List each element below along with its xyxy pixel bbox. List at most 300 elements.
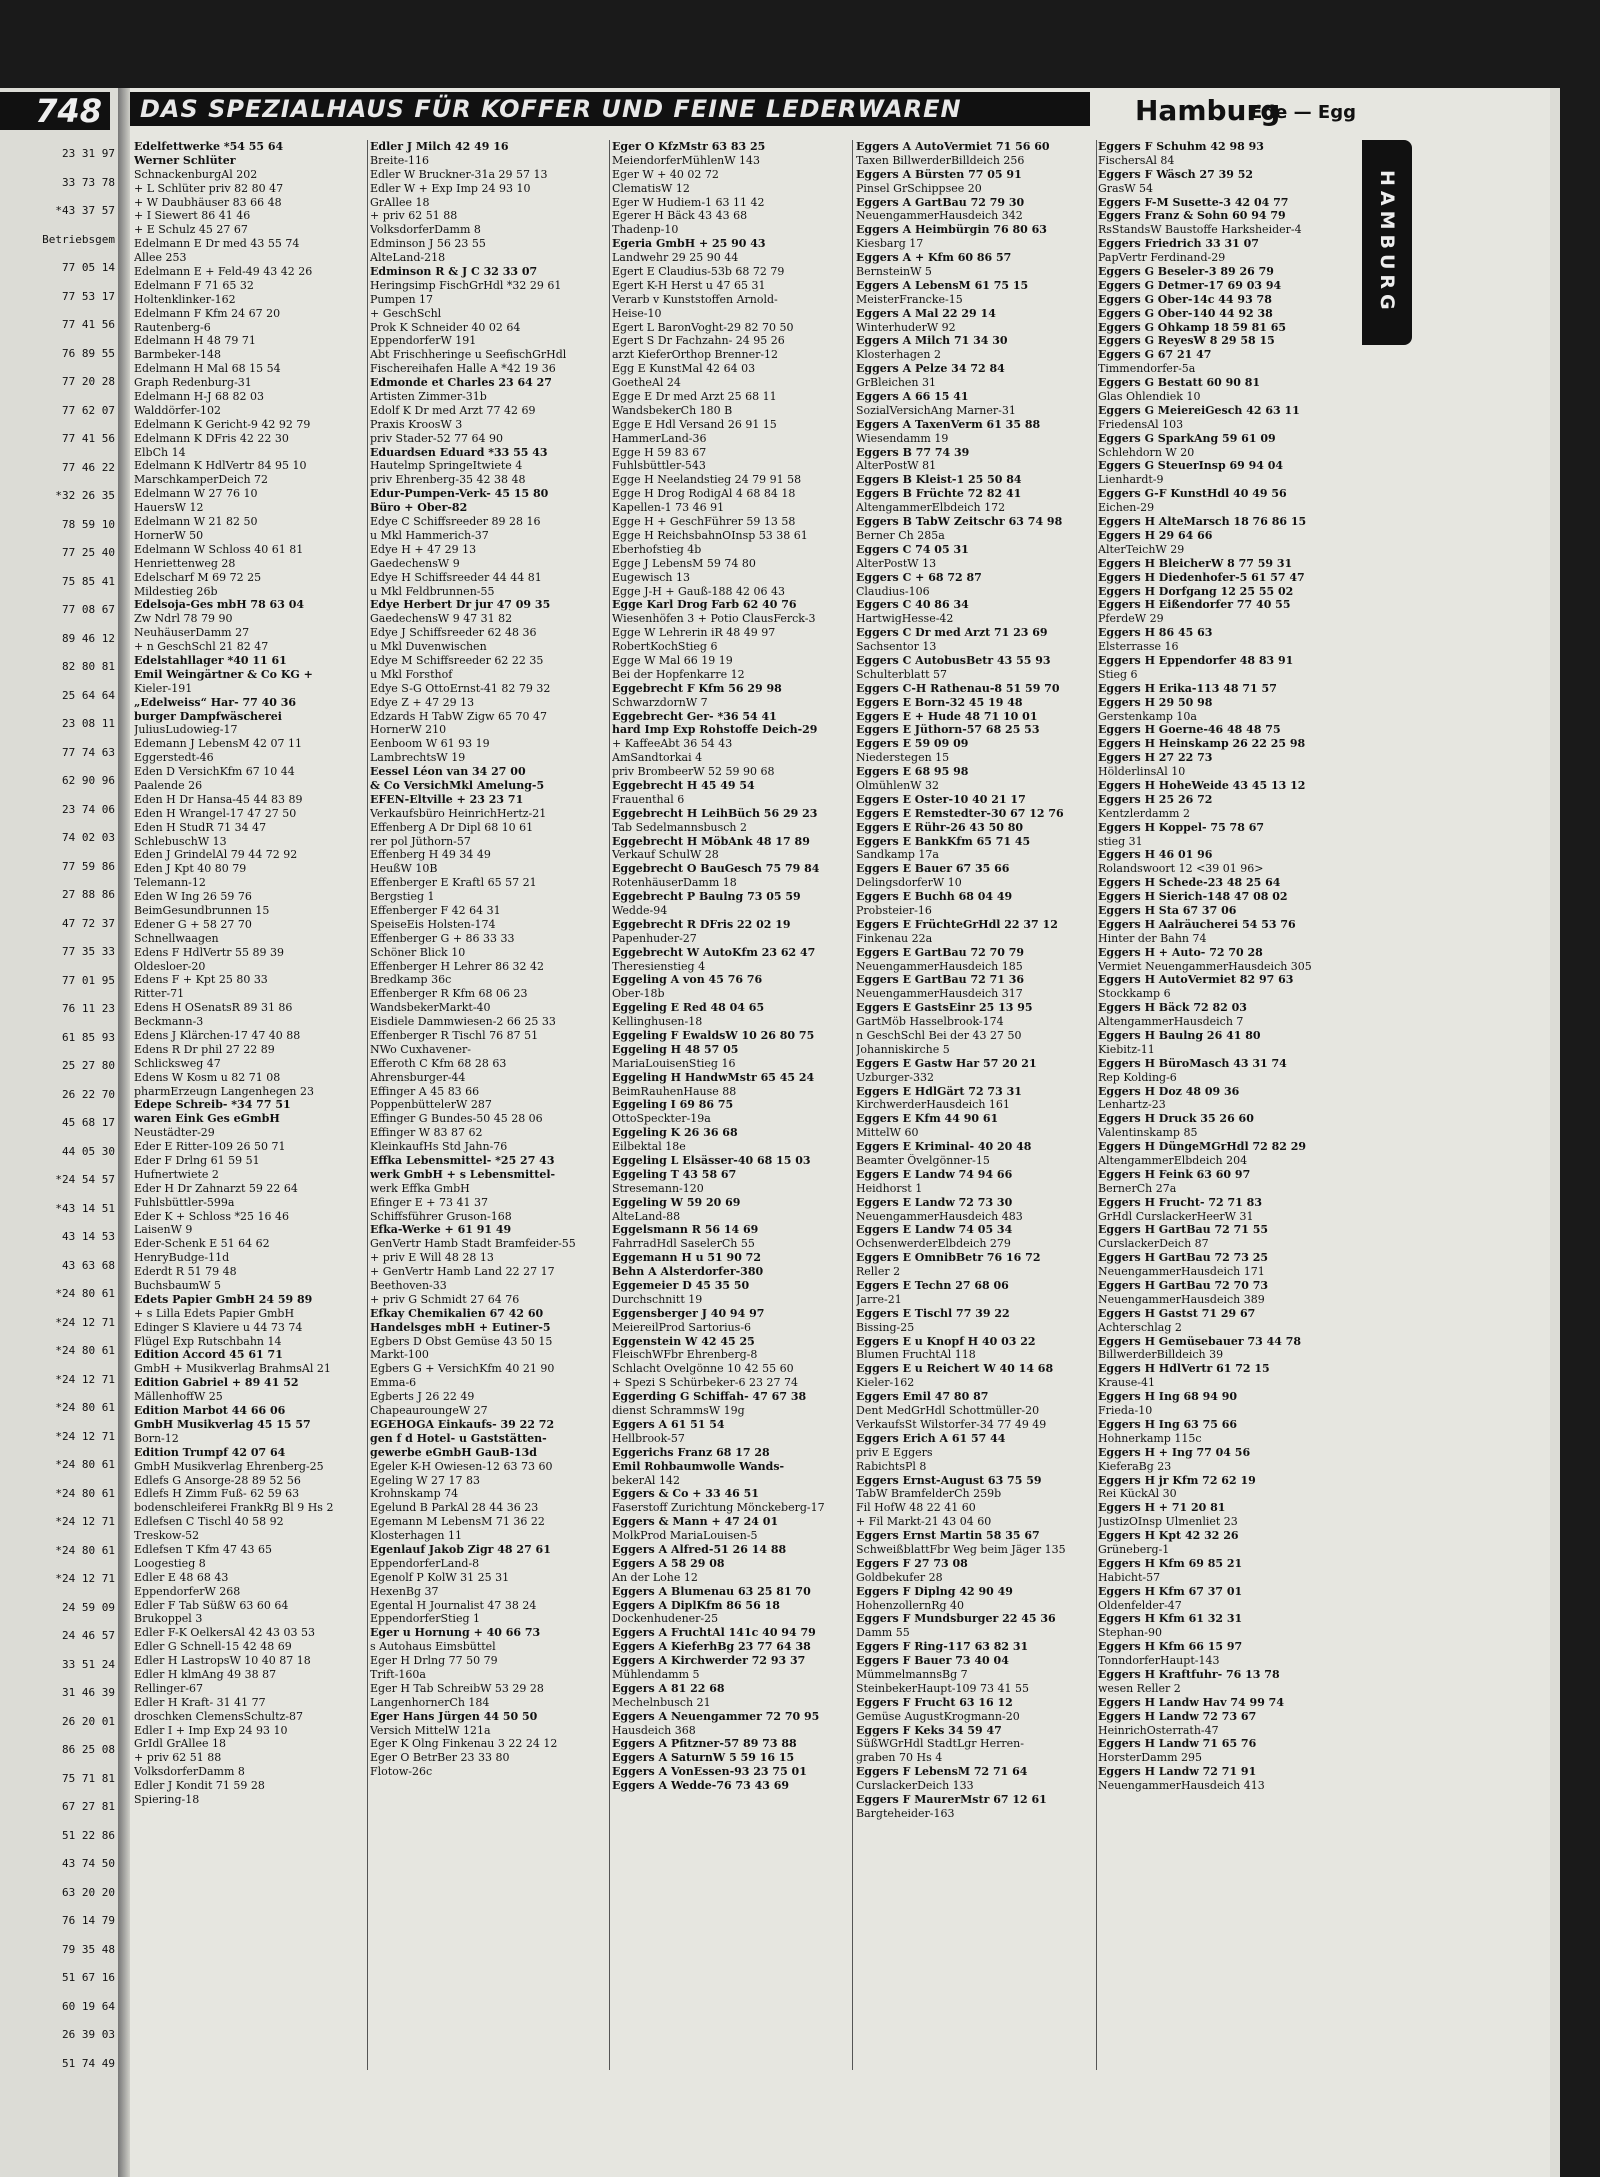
listing-detail-line: + priv E Will 48 28 13: [370, 1251, 494, 1265]
listing-name-line: Eggers Erich A 61 57 44: [856, 1431, 1006, 1445]
listing-name-line: Eggers H DüngeMGrHdl 72 82 29: [1098, 1140, 1307, 1154]
listing-name-line: Eggers A Kirchwerder 72 93 37: [612, 1654, 806, 1668]
listing-name-line: Eggeling L Elsässer-40 68 15 03: [612, 1154, 811, 1168]
stub-entry: 27 88 86: [62, 888, 115, 901]
listing-detail-line: Frauenthal 6: [612, 792, 685, 806]
listing-detail-line: TonndorferHaupt-143: [1098, 1654, 1220, 1668]
stub-entry: 60 19 64: [62, 1999, 115, 2013]
listing-name-line: Eggers G Ohkamp 18 59 81 65: [1098, 320, 1287, 334]
stub-entry: *24 12 71: [55, 1572, 115, 1585]
listing-name-line: Eggeling W 59 20 69: [612, 1195, 741, 1209]
listing-name-line: Handelsges mbH + Eutiner-5: [370, 1320, 551, 1334]
listing-detail-line: TabW BramfelderCh 259b: [856, 1487, 1002, 1501]
stub-entry: 25 64 64: [62, 688, 115, 702]
listing-name-line: EGEHOGA Einkaufs- 39 22 72: [370, 1417, 555, 1431]
listing-detail-line: Eder F Drlng 61 59 51: [134, 1154, 260, 1168]
listing-detail-line: Effenberger F 42 64 31: [370, 903, 501, 917]
listing-detail-line: Eden H Wrangel-17 47 27 50: [134, 806, 297, 820]
listing-detail-line: NeuengammerHausdeich 342: [856, 209, 1023, 223]
listing-detail-line: Eden D VersichKfm 67 10 44: [134, 765, 295, 779]
listing-name-line: Eggers G Bestatt 60 90 81: [1098, 376, 1261, 390]
listing-detail-line: Eugewisch 13: [612, 570, 690, 584]
book-gutter: [118, 88, 130, 2177]
stub-entry: 75 85 41: [62, 574, 115, 588]
listing-detail-line: Edinger S Klaviere u 44 73 74: [134, 1320, 303, 1334]
listing-detail-line: Eberhofstieg 4b: [612, 542, 702, 556]
listing-detail-line: Verkauf SchulW 28: [612, 848, 719, 862]
listing-name-line: Edelfettwerke *54 55 64: [134, 140, 284, 153]
listing-name-line: Eggers H Diedenhofer-5 61 57 47: [1098, 570, 1305, 584]
stub-entry: 24 46 57: [62, 1629, 115, 1642]
listing-detail-line: PoppenbüttelerW 287: [370, 1098, 492, 1112]
listing-detail-line: Goldbekufer 28: [856, 1570, 943, 1584]
listing-detail-line: SchnackenburgAl 202: [134, 167, 258, 181]
listing-detail-line: + GenVertr Hamb Land 22 27 17: [370, 1265, 555, 1279]
listing-detail-line: Kiebitz-11: [1098, 1042, 1155, 1056]
listing-detail-line: Effenberger R Kfm 68 06 23: [370, 987, 528, 1001]
listing-name-line: Eggers H BüroMasch 43 31 74: [1098, 1056, 1287, 1070]
listing-detail-line: Beethoven-33: [370, 1279, 447, 1293]
listing-detail-line: Krause-41: [1098, 1376, 1155, 1390]
listing-name-line: waren Eink Ges eGmbH: [134, 1112, 280, 1126]
stub-entry: 62 90 96: [62, 774, 115, 787]
listing-detail-line: graben 70 Hs 4: [856, 1751, 943, 1765]
listing-name-line: Eger O KfzMstr 63 83 25: [612, 140, 766, 153]
listing-detail-line: Edler G Schnell-15 42 48 69: [134, 1640, 292, 1654]
listing-detail-line: Faserstoff Zurichtung Mönckeberg-17: [612, 1501, 825, 1515]
listing-detail-line: Sandkamp 17a: [856, 848, 939, 862]
listing-detail-line: Effinger W 83 87 62: [370, 1126, 483, 1140]
listing-name-line: Eggers A Mal 22 29 14: [856, 306, 996, 320]
listing-name-line: Eggers E Landw 72 73 30: [856, 1195, 1013, 1209]
listing-detail-line: An der Lohe 12: [612, 1570, 698, 1584]
listing-detail-line: Emma-6: [370, 1376, 417, 1390]
listing-detail-line: BeimGesundbrunnen 15: [134, 903, 270, 917]
listing-name-line: Eggers H Landw 72 73 67: [1098, 1709, 1257, 1723]
listing-name-line: Eggers A 58 29 08: [612, 1556, 725, 1570]
listing-name-line: Edepe Schreib- *34 77 51: [134, 1098, 291, 1112]
listing-detail-line: Edelscharf M 69 72 25: [134, 570, 262, 584]
listing-detail-line: MittelW 60: [856, 1126, 919, 1140]
listing-detail-line: Pinsel GrSchippsee 20: [856, 181, 982, 195]
stub-entry: *43 37 57: [55, 204, 115, 217]
listing-detail-line: MeiendorferMühlenW 143: [612, 153, 760, 167]
stub-entry: 47 72 37: [62, 916, 115, 930]
listing-detail-line: Stresemann-120: [612, 1181, 704, 1195]
listing-detail-line: MolkProd MariaLouisen-5: [612, 1529, 758, 1543]
listing-detail-line: Edlefsen C Tischl 40 58 92: [134, 1515, 284, 1529]
listing-detail-line: LambrechtsW 19: [370, 751, 466, 765]
listing-detail-line: PapVertr Ferdinand-29: [1098, 251, 1226, 265]
stub-entry: *24 80 61: [55, 1287, 115, 1300]
listing-detail-line: + Fil Markt-21 43 04 60: [856, 1515, 992, 1529]
stub-entry: *32 26 35: [55, 489, 115, 502]
listing-detail-line: GenVertr Hamb Stadt Bramfeider-55: [370, 1237, 576, 1251]
column-rule: [1096, 140, 1097, 2070]
listing-name-line: Eggers H Dorfgang 12 25 55 02: [1098, 584, 1294, 598]
stub-entry: 77 05 14: [62, 261, 115, 274]
listing-name-line: Eggers H Druck 35 26 60: [1098, 1112, 1254, 1126]
listing-detail-line: HartwigHesse-42: [856, 612, 954, 626]
listing-name-line: Eggers H Kfm 67 37 01: [1098, 1584, 1243, 1598]
listing-detail-line: Papenhuder-27: [612, 931, 697, 945]
stub-entry: 77 74 63: [62, 745, 115, 759]
listing-detail-line: Edlefsen T Kfm 47 43 65: [134, 1542, 272, 1556]
listing-column-1: [134, 140, 366, 1807]
listing-name-line: Eduardsen Eduard *33 55 43: [370, 445, 548, 459]
listing-detail-line: Eden H StudR 71 34 47: [134, 820, 267, 834]
listing-detail-line: Egbers G + VersichKfm 40 21 90: [370, 1362, 555, 1376]
listing-detail-line: HohenzollernRg 40: [856, 1598, 965, 1612]
column-rule: [367, 140, 368, 2070]
listing-detail-line: + GeschSchl: [370, 306, 442, 320]
stub-entry: 77 35 33: [62, 945, 115, 958]
listing-detail-line: Efinger E + 73 41 37: [370, 1195, 488, 1209]
listing-detail-line: GoetheAl 24: [612, 376, 681, 390]
listing-detail-line: Hausdeich 368: [612, 1723, 696, 1737]
listing-detail-line: Edye C Schiffsreeder 89 28 16: [370, 515, 541, 529]
listing-detail-line: Kieler-162: [856, 1376, 915, 1390]
listing-detail-line: AlterPostW 81: [856, 459, 937, 473]
listing-name-line: Eggers F Bauer 73 40 04: [856, 1654, 1009, 1668]
listing-name-line: Eggers E Born-32 45 19 48: [856, 695, 1023, 709]
listing-detail-line: Edler H LastropsW 10 40 87 18: [134, 1654, 311, 1668]
listing-detail-line: RabichtsPl 8: [856, 1459, 927, 1473]
stub-entry: *24 54 57: [55, 1173, 115, 1186]
listing-detail-line: Barmbeker-148: [134, 348, 222, 362]
listing-name-line: Eggers E FrüchteGrHdl 22 37 12: [856, 917, 1058, 931]
listing-detail-line: OchsenwerderElbdeich 279: [856, 1237, 1011, 1251]
listing-name-line: Eggerding G Schiffah- 47 67 38: [612, 1390, 807, 1404]
listing-detail-line: Beamter Övelgönner-15: [856, 1154, 990, 1168]
listing-name-line: Eggers E Kriminal- 40 20 48: [856, 1140, 1032, 1154]
listing-detail-line: Wiesenhöfen 3 + Potio ClausFerck-3: [612, 612, 816, 626]
listing-name-line: Eggerichs Franz 68 17 28: [612, 1445, 770, 1459]
listing-detail-line: Eichen-29: [1098, 501, 1155, 515]
listing-detail-line: NeuengammerHausdeich 317: [856, 987, 1023, 1001]
listing-detail-line: Neustädter-29: [134, 1126, 215, 1140]
listing-detail-line: Mühlendamm 5: [612, 1667, 700, 1681]
listing-detail-line: MariaLouisenStieg 16: [612, 1056, 736, 1070]
listing-detail-line: Edler H klmAng 49 38 87: [134, 1667, 277, 1681]
listing-name-line: Eggebrecht H MöbAnk 48 17 89: [612, 834, 810, 848]
listing-detail-line: Elsterrasse 16: [1098, 640, 1179, 654]
listing-name-line: Eggers H Landw Hav 74 99 74: [1098, 1695, 1284, 1709]
stub-entry: 43 63 68: [62, 1258, 115, 1272]
listing-detail-line: Timmendorfer-5a: [1098, 362, 1196, 376]
listing-detail-line: Probsteier-16: [856, 903, 932, 917]
listing-name-line: Eggers A Pfitzner-57 89 73 88: [612, 1737, 797, 1751]
listing-detail-line: Heidhorst 1: [856, 1181, 923, 1195]
listing-name-line: Eggers F Frucht 63 16 12: [856, 1695, 1013, 1709]
listing-column-5: [1098, 140, 1336, 1793]
listing-detail-line: Egert S Dr Fachzahn- 24 95 26: [612, 334, 785, 348]
listing-detail-line: SteinbekerHaupt-109 73 41 55: [856, 1681, 1029, 1695]
listing-detail-line: Eilbektal 18e: [612, 1140, 686, 1154]
listing-name-line: Eggers H + 71 20 81: [1098, 1501, 1226, 1515]
listing-name-line: Eggers G MeiereiGesch 42 63 11: [1098, 403, 1300, 417]
stub-entry: *24 12 71: [55, 1372, 115, 1386]
listing-detail-line: Dockenhudener-25: [612, 1612, 719, 1626]
listing-name-line: Eggers H Eppendorfer 48 83 91: [1098, 653, 1294, 667]
listing-name-line: Eggers H Gastst 71 29 67: [1098, 1306, 1256, 1320]
listing-detail-line: SchlebuschW 13: [134, 834, 227, 848]
listing-detail-line: Mechelnbusch 21: [612, 1695, 711, 1709]
listing-detail-line: Krohnskamp 74: [370, 1487, 459, 1501]
listing-name-line: Eggers Ernst Martin 58 35 67: [856, 1529, 1040, 1543]
listing-detail-line: arzt KieferOrthop Brenner-12: [612, 348, 779, 362]
listing-detail-line: Edler W + Exp Imp 24 93 10: [370, 181, 531, 195]
listing-name-line: Eggers E GartBau 72 70 79: [856, 945, 1025, 959]
listing-detail-line: AltengammerElbdeich 172: [856, 501, 1006, 515]
listing-detail-line: pharmErzeugn Langenhegen 23: [134, 1084, 314, 1098]
listing-name-line: Edmonde et Charles 23 64 27: [370, 376, 552, 390]
listing-name-line: Eger Hans Jürgen 44 50 50: [370, 1709, 538, 1723]
listing-name-line: Eggers C 40 86 34: [856, 598, 969, 612]
stub-entry: 61 85 93: [62, 1030, 115, 1044]
listing-detail-line: EppendorferW 191: [370, 334, 477, 348]
listing-name-line: Eggers F Wäsch 27 39 52: [1098, 167, 1254, 181]
listing-name-line: Eggers & Co + 33 46 51: [612, 1487, 759, 1501]
listing-detail-line: RsStandsW Baustoffe Harksheider-4: [1098, 223, 1302, 237]
listing-name-line: Eggebrecht R DFris 22 02 19: [612, 917, 791, 931]
listing-detail-line: + n GeschSchl 21 82 47: [134, 640, 269, 654]
listing-column-4: [856, 140, 1096, 1821]
listing-detail-line: Kentzlerdamm 2: [1098, 806, 1190, 820]
listing-name-line: Eggers A Alfred-51 26 14 88: [612, 1542, 787, 1556]
listing-detail-line: Egeling W 27 17 83: [370, 1473, 481, 1487]
listing-detail-line: FahrradHdl SaselerCh 55: [612, 1237, 755, 1251]
listing-detail-line: Egert L BaronVoght-29 82 70 50: [612, 320, 794, 334]
listing-name-line: Eggers H Kraftfuhr- 76 13 78: [1098, 1667, 1280, 1681]
listing-name-line: Eggers H Erika-113 48 71 57: [1098, 681, 1277, 695]
stub-entry: 33 73 78: [62, 175, 115, 189]
listing-detail-line: Ederdt R 51 79 48: [134, 1265, 237, 1279]
column-rule: [609, 140, 610, 2070]
listing-detail-line: NeuengammerHausdeich 171: [1098, 1265, 1265, 1279]
listing-detail-line: SüßWGrHdl StadtLgr Herren-: [856, 1737, 1024, 1751]
listing-detail-line: WinterhuderW 92: [856, 320, 956, 334]
listing-detail-line: Edelmann K DFris 42 22 30: [134, 431, 289, 445]
listing-detail-line: CurslackerDeich 87: [1098, 1237, 1209, 1251]
stub-entry: 31 46 39: [62, 1686, 115, 1699]
listing-name-line: Eggeling F EwaldsW 10 26 80 75: [612, 1029, 815, 1042]
listing-detail-line: Eenboom W 61 93 19: [370, 737, 490, 751]
listing-detail-line: Edelmann F Kfm 24 67 20: [134, 306, 281, 320]
listing-detail-line: Schnellwaagen: [134, 931, 219, 945]
listing-detail-line: + priv 62 51 88: [370, 209, 458, 223]
city-title: Hamburg: [1135, 94, 1281, 127]
listing-detail-line: Eger O BetrBer 23 33 80: [370, 1751, 510, 1765]
listing-name-line: Eggers E Jüthorn-57 68 25 53: [856, 723, 1040, 737]
listing-name-line: Eggeling T 43 58 67: [612, 1167, 737, 1181]
listing-detail-line: Jarre-21: [856, 1292, 902, 1306]
listing-detail-line: Kapellen-1 73 46 91: [612, 501, 725, 515]
listing-detail-line: MümmelmannsBg 7: [856, 1667, 968, 1681]
listing-detail-line: Schlacht Ovelgönne 10 42 55 60: [612, 1362, 794, 1376]
listing-detail-line: Edens F + Kpt 25 80 33: [134, 973, 268, 987]
listing-detail-line: Egge W Mal 66 19 19: [612, 653, 733, 667]
listing-name-line: Eggers H GartBau 72 71 55: [1098, 1223, 1269, 1237]
listing-detail-line: Edye J Schiffsreeder 62 48 36: [370, 626, 537, 640]
listing-detail-line: Eder E Ritter-109 26 50 71: [134, 1140, 286, 1154]
listing-detail-line: HorsterDamm 295: [1098, 1751, 1203, 1765]
listing-detail-line: Artisten Zimmer-31b: [370, 390, 487, 404]
listing-name-line: Eggers H GartBau 72 70 73: [1098, 1279, 1269, 1293]
listing-detail-line: Holtenklinker-162: [134, 292, 236, 306]
listing-detail-line: dienst SchrammsW 19g: [612, 1404, 745, 1418]
listing-name-line: Eggers H AutoVermiet 82 97 63: [1098, 973, 1294, 987]
listing-detail-line: Loogestieg 8: [134, 1556, 206, 1570]
listing-detail-line: Frieda-10: [1098, 1404, 1153, 1418]
listing-detail-line: Egge E Dr med Arzt 25 68 11: [612, 390, 777, 404]
listing-detail-line: Edelmann W 21 82 50: [134, 515, 258, 529]
listing-detail-line: AlterPostW 13: [856, 556, 937, 570]
stub-entry: *24 80 61: [55, 1344, 115, 1357]
listing-detail-line: stieg 31: [1098, 834, 1143, 848]
listing-detail-line: Eden H Dr Hansa-45 44 83 89: [134, 792, 303, 806]
listing-detail-line: Effinger A 45 83 66: [370, 1084, 480, 1098]
listing-detail-line: Sachsentor 13: [856, 640, 937, 654]
listing-detail-line: GaedechensW 9 47 31 82: [370, 612, 513, 626]
listing-detail-line: Henriettenweg 28: [134, 556, 236, 570]
listing-name-line: Eggers F LebensM 72 71 64: [856, 1765, 1028, 1779]
listing-name-line: Eggers H Ing 68 94 90: [1098, 1390, 1238, 1404]
listing-detail-line: NWo Cuxhavener-: [370, 1042, 471, 1056]
listing-detail-line: Edener G + 58 27 70: [134, 917, 252, 931]
listing-name-line: werk GmbH + s Lebensmittel-: [370, 1167, 556, 1181]
listing-detail-line: HexenBg 37: [370, 1584, 439, 1598]
listing-detail-line: Flotow-26c: [370, 1765, 433, 1779]
listing-name-line: Eggers A FruchtAl 141c 40 94 79: [612, 1626, 816, 1640]
listing-detail-line: Born-12: [134, 1431, 179, 1445]
listing-name-line: Edition Marbot 44 66 06: [134, 1404, 286, 1418]
listing-detail-line: Durchschnitt 19: [612, 1292, 703, 1306]
listing-name-line: Eggers & Mann + 47 24 01: [612, 1515, 779, 1529]
listing-name-line: Eggers H Goerne-46 48 48 75: [1098, 723, 1281, 737]
listing-detail-line: Eger W Hudiem-1 63 11 42: [612, 195, 765, 209]
listing-name-line: Eggers F Schuhm 42 98 93: [1098, 140, 1264, 153]
listing-detail-line: OttoSpeckter-19a: [612, 1112, 711, 1126]
listing-detail-line: + priv 62 51 88: [134, 1751, 222, 1765]
listing-detail-line: Berner Ch 285a: [856, 528, 945, 542]
stub-entry: 76 14 79: [62, 1914, 115, 1927]
listing-detail-line: Effenberger G + 86 33 33: [370, 931, 515, 945]
listing-detail-line: Egberts J 26 22 49: [370, 1390, 475, 1404]
listing-name-line: Eggers A + Kfm 60 86 57: [856, 251, 1012, 265]
listing-detail-line: JustizOInsp Ulmenliet 23: [1098, 1515, 1238, 1529]
listing-detail-line: Efferoth C Kfm 68 28 63: [370, 1056, 507, 1070]
stub-entry: *24 12 71: [55, 1429, 115, 1443]
listing-name-line: Eggers A 61 51 54: [612, 1417, 725, 1431]
listing-detail-line: Pumpen 17: [370, 292, 434, 306]
listing-detail-line: Edler F-K OelkersAl 42 43 03 53: [134, 1626, 315, 1640]
listing-name-line: Eggers F Mundsburger 22 45 36: [856, 1612, 1056, 1626]
stub-entry: 26 22 70: [62, 1087, 115, 1101]
listing-name-line: Eggers E u Reichert W 40 14 68: [856, 1362, 1054, 1376]
listing-detail-line: Verarb v Kunststoffen Arnold-: [612, 292, 778, 306]
listing-detail-line: GrasW 54: [1098, 181, 1154, 195]
listing-detail-line: priv Ehrenberg-35 42 38 48: [370, 473, 526, 487]
listing-detail-line: Eger W + 40 02 72: [612, 167, 719, 181]
listing-detail-line: AltengammerHausdeich 7: [1098, 1015, 1244, 1029]
listing-detail-line: Edler I + Imp Exp 24 93 10: [134, 1723, 288, 1737]
listing-name-line: Eggers F Diplng 42 90 49: [856, 1584, 1013, 1598]
listing-name-line: Eggeling E Red 48 04 65: [612, 1001, 765, 1015]
listing-detail-line: + I Siewert 86 41 46: [134, 209, 251, 223]
listing-detail-line: Bergstieg 1: [370, 890, 435, 904]
listing-detail-line: Egge H Neelandstieg 24 79 91 58: [612, 473, 802, 487]
listing-detail-line: Edelmann E Dr med 43 55 74: [134, 237, 300, 251]
listing-name-line: Eggers G ReyesW 8 29 58 15: [1098, 334, 1275, 348]
listing-name-line: Eggers A Milch 71 34 30: [856, 334, 1008, 348]
listing-detail-line: Klosterhagen 2: [856, 348, 941, 362]
stub-entry: *24 12 71: [55, 1515, 115, 1528]
listing-detail-line: MällenhoffW 25: [134, 1390, 223, 1404]
advertising-banner: DAS SPEZIALHAUS FÜR KOFFER UND FEINE LEDERWAREN: [130, 92, 1090, 126]
listing-name-line: Eggers Friedrich 33 31 07: [1098, 237, 1259, 251]
stub-entry: 86 25 08: [62, 1743, 115, 1756]
listing-name-line: GmbH Musikverlag 45 15 57: [134, 1417, 311, 1431]
listing-detail-line: Edelmann H 48 79 71: [134, 334, 256, 348]
listing-detail-line: Trift-160a: [370, 1667, 426, 1681]
listing-name-line: Eggers G SteuerInsp 69 94 04: [1098, 459, 1284, 473]
listing-name-line: Eggers E BankKfm 65 71 45: [856, 834, 1031, 848]
stub-entry: 76 89 55: [62, 346, 115, 360]
listing-name-line: Eggers E Tischl 77 39 22: [856, 1306, 1010, 1320]
listing-detail-line: Edlefs G Ansorge-28 89 52 56: [134, 1473, 301, 1487]
listing-detail-line: Edens F HdlVertr 55 89 39: [134, 945, 284, 959]
listing-name-line: Eggers E 68 95 98: [856, 765, 969, 779]
listing-name-line: Eggers C 74 05 31: [856, 542, 969, 556]
listing-detail-line: Schöner Blick 10: [370, 945, 466, 959]
listing-detail-line: Valentinskamp 85: [1098, 1126, 1198, 1140]
listing-detail-line: n GeschSchl Bei der 43 27 50: [856, 1029, 1022, 1042]
listing-detail-line: Effenberg A Dr Dipl 68 10 61: [370, 820, 534, 834]
listing-detail-line: Eger H Drlng 77 50 79: [370, 1654, 498, 1668]
listing-name-line: Eggers H Kfm 61 32 31: [1098, 1612, 1243, 1626]
listing-detail-line: MarschkamperDeich 72: [134, 473, 269, 487]
listing-detail-line: Telemann-12: [134, 876, 206, 890]
listing-detail-line: HauersW 12: [134, 501, 204, 515]
listing-name-line: „Edelweiss“ Har- 77 40 36: [134, 695, 297, 709]
listing-name-line: Eggers E 59 09 09: [856, 737, 969, 751]
listing-detail-line: Bissing-25: [856, 1320, 915, 1334]
listing-name-line: Eggers E HdlGärt 72 73 31: [856, 1084, 1022, 1098]
listing-detail-line: priv BrombeerW 52 59 90 68: [612, 765, 775, 779]
listing-detail-line: WandsbekerCh 180 B: [612, 403, 733, 417]
stub-entry: Betriebsgem: [42, 232, 115, 246]
listing-detail-line: EppendorferStieg 1: [370, 1612, 480, 1626]
stub-entry: 77 25 40: [62, 546, 115, 559]
listing-detail-line: FleischWFbr Ehrenberg-8: [612, 1348, 758, 1362]
listing-detail-line: Schlicksweg 47: [134, 1056, 221, 1070]
listing-name-line: & Co VersichMkl Amelung-5: [370, 778, 545, 792]
stub-entry: 77 59 86: [62, 859, 115, 873]
listing-name-line: Eggers Franz & Sohn 60 94 79: [1098, 209, 1286, 223]
listing-detail-line: Egert E Claudius-53b 68 72 79: [612, 265, 785, 279]
listing-name-line: Eggers H + Ing 77 04 56: [1098, 1445, 1251, 1459]
listing-detail-line: Eger K Olng Finkenau 3 22 24 12: [370, 1737, 558, 1751]
listing-detail-line: GrBleichen 31: [856, 376, 937, 390]
listing-detail-line: u Mkl Duvenwischen: [370, 640, 487, 654]
listing-name-line: Eggers C + 68 72 87: [856, 570, 982, 584]
listing-detail-line: SozialVersichAng Marner-31: [856, 403, 1016, 417]
listing-detail-line: Eisdiele Dammwiesen-2 66 25 33: [370, 1015, 556, 1029]
listing-name-line: Eggers G SparkAng 59 61 09: [1098, 431, 1276, 445]
listing-name-line: Eger u Hornung + 40 66 73: [370, 1626, 541, 1640]
listing-name-line: Eggebrecht H LeihBüch 56 29 23: [612, 806, 818, 820]
